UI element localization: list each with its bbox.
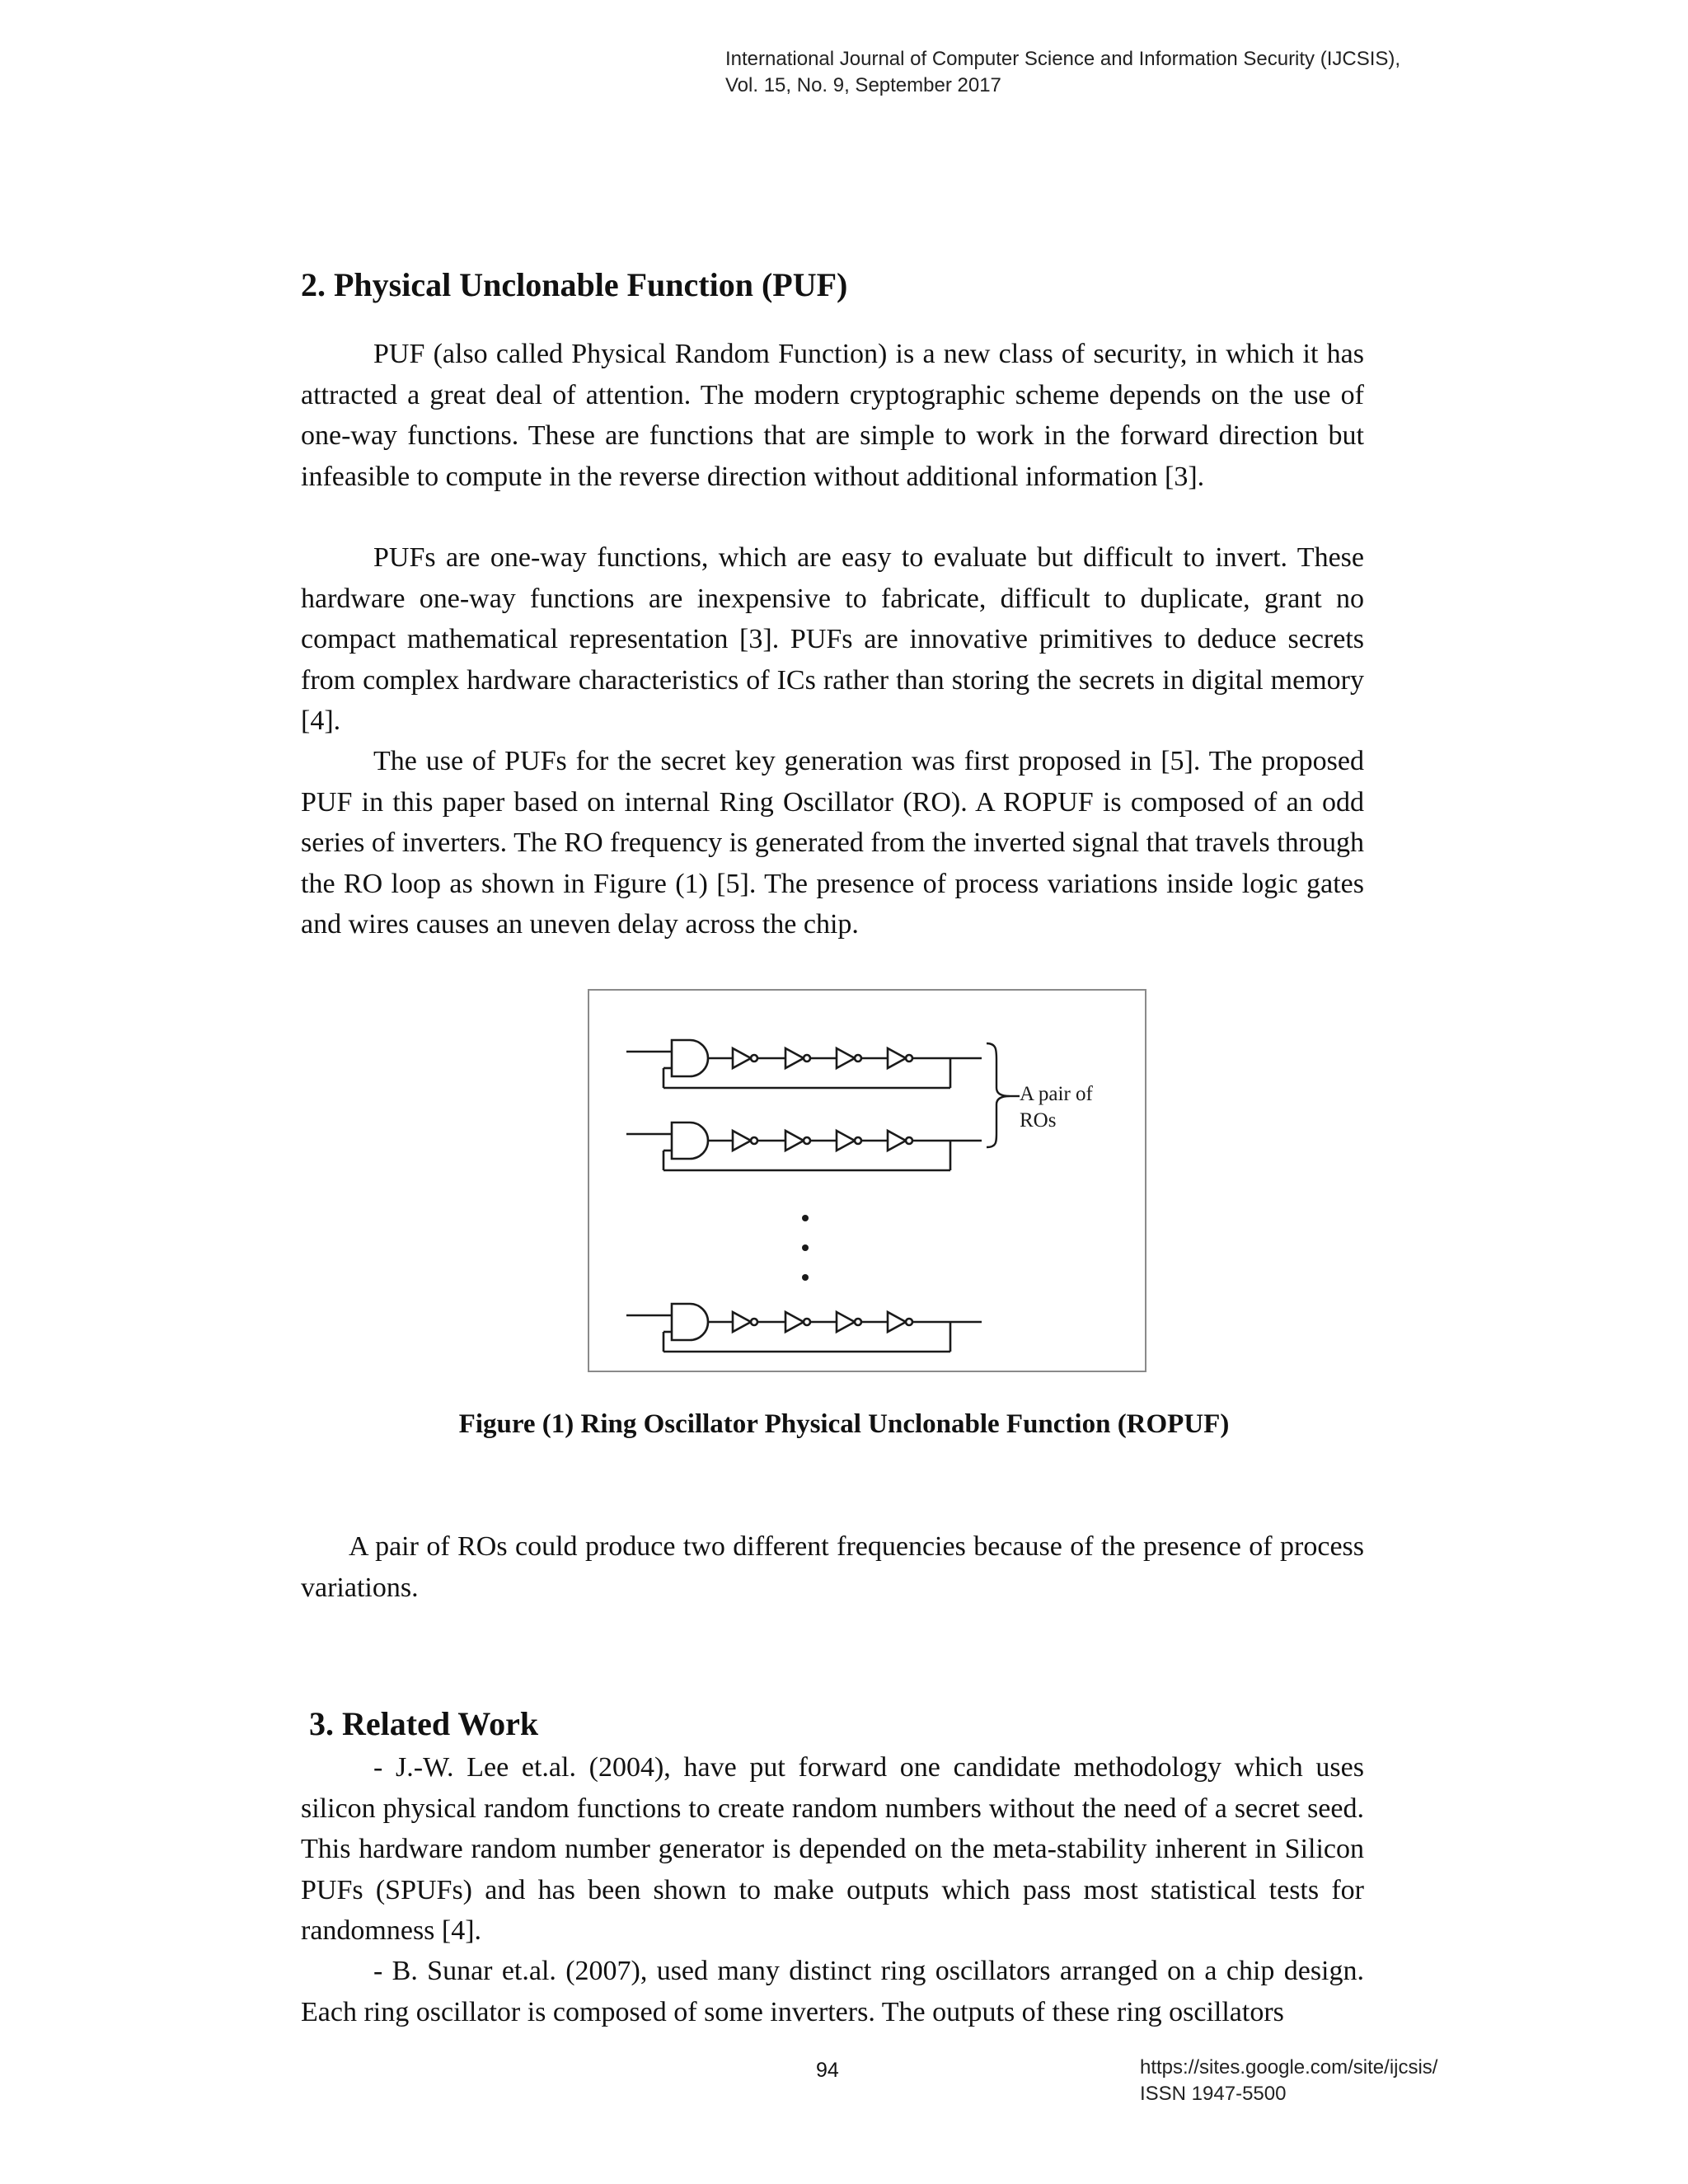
related-work-item-1: - J.-W. Lee et.al. (2004), have put forward one candidate methodology which uses silicon physical random functions to create random numbers without the need of a secret seed. This hardware random number generator is depended on the meta-stability inherent in Silicon PUFs (SPUFs) and has been shown to make outputs which pass most statistical tests for randomness [4]. [301, 1752, 1364, 1946]
section-2-paragraph-2: PUFs are one-way functions, which are easy to evaluate but difficult to invert. These hardware one-way functions are inexpensive to fabricate, difficult to duplicate, grant no compact mathematical representation [3]. PUFs are innovative primitives to deduce secrets from complex hardware characteristics of ICs rather than storing the secrets in digital memory [4]. [301, 542, 1364, 736]
ring-oscillator-2 [626, 1122, 982, 1170]
ring-oscillator-n [626, 1304, 982, 1352]
pair-brace [987, 1043, 1010, 1147]
ring-oscillator-1 [626, 1040, 982, 1088]
section-2-paragraph-3: The use of PUFs for the secret key generation was first proposed in [5]. The proposed PUF in this paper based on internal Ring Oscillator (RO). A ROPUF is composed of an odd series of inverters. The RO frequency is generated from the inverted signal that travels through the RO loop as shown in Figure (1) [5]. The presence of process variations inside logic gates and wires causes an uneven delay across the chip. [301, 746, 1365, 940]
section-3-heading: 3. Related Work [309, 1705, 539, 1742]
figure-caption: Figure (1) Ring Oscillator Physical Unclonable Function (ROPUF) [458, 1409, 1230, 1439]
after-figure-paragraph: A pair of ROs could produce two different frequencies because of the presence of process variations. [301, 1531, 1364, 1603]
journal-url: https://sites.google.com/site/ijcsis/ [1140, 2056, 1438, 2079]
ellipsis-dot [802, 1244, 809, 1251]
ellipsis-dot [802, 1215, 809, 1221]
ro-puf-figure [588, 989, 1146, 1372]
journal-title-line: International Journal of Computer Science and Information Security (IJCSIS), [725, 48, 1401, 70]
journal-volume-line: Vol. 15, No. 9, September 2017 [725, 74, 1001, 96]
ellipsis-dot [802, 1274, 809, 1281]
related-work-item-2: - B. Sunar et.al. (2007), used many distinct ring oscillators arranged on a chip design. Each ring oscillator is composed of some inverters. The outputs of these ring oscillators [301, 1956, 1364, 2027]
figure-label-line2: ROs [1020, 1109, 1057, 1132]
issn: ISSN 1947-5500 [1140, 2083, 1287, 2105]
page-number: 94 [816, 2059, 839, 2082]
ring-oscillator-diagram [589, 991, 1145, 1371]
section-2-heading: 2. Physical Unclonable Function (PUF) [301, 266, 848, 303]
footer-info [1140, 2055, 1437, 2107]
section-2-paragraph-1: PUF (also called Physical Random Function) is a new class of security, in which it has attracted a great deal of attention. The modern cryptographic scheme depends on the use of one-way functions. These are functions that are simple to work in the forward direction but infeasible to compute in the reverse direction without additional information [3]. [301, 339, 1364, 492]
journal-header [725, 46, 1400, 99]
figure-label-line1: A pair of [1020, 1083, 1093, 1105]
